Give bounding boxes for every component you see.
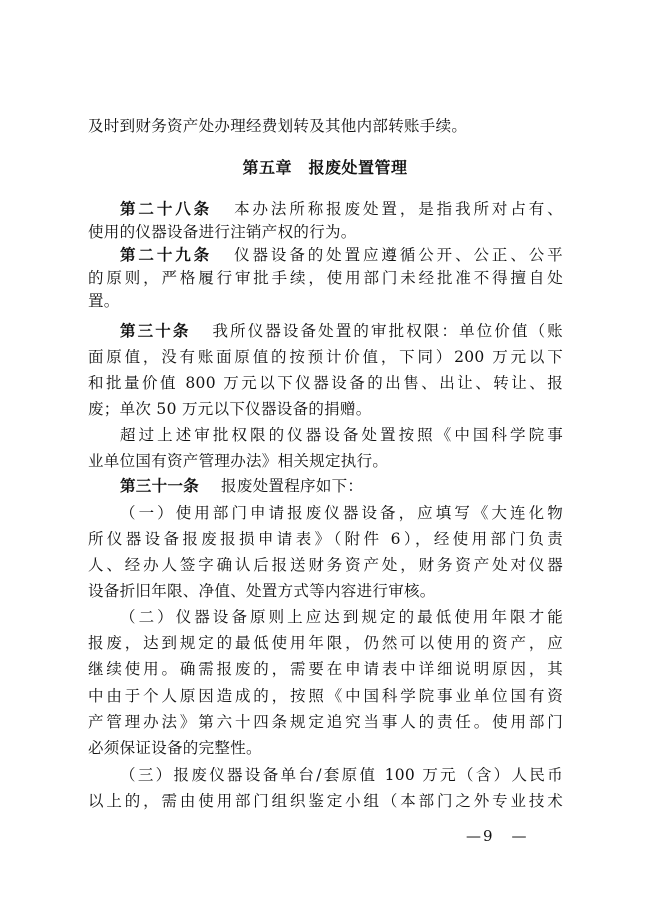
article-28-label: 第二十八条 bbox=[120, 200, 213, 218]
paragraph-line: 面原值，没有账面原值的按预计价值，下同）200 万元以下 bbox=[88, 348, 563, 366]
article-30-line bbox=[120, 321, 563, 341]
page-number: —9 — bbox=[466, 827, 529, 845]
paragraph-line: （三）报废仪器设备单台/套原值 100 万元（含）人民币 bbox=[120, 766, 563, 784]
paragraph-line: 使用的仪器设备进行注销产权的行为。 bbox=[88, 223, 357, 241]
article-30-text: 我所仪器设备处置的审批权限：单位价值（账 bbox=[212, 322, 563, 340]
paragraph-line: 的原则，严格履行审批手续，使用部门未经批准不得擅自处 bbox=[88, 269, 563, 287]
article-31-line bbox=[120, 476, 563, 496]
article-28-line bbox=[120, 199, 563, 219]
paragraph-line: 和批量价值 800 万元以下仪器设备的出售、出让、转让、报 bbox=[88, 374, 563, 392]
paragraph-line: （一）使用部门申请报废仪器设备，应填写《大连化物 bbox=[120, 504, 563, 522]
paragraph-line: 及时到财务资产处办理经费划转及其他内部转账手续。 bbox=[88, 117, 468, 135]
article-29-label: 第二十九条 bbox=[120, 246, 213, 264]
chapter-heading: 第五章 报废处置管理 bbox=[242, 158, 408, 177]
article-31-text: 报废处置程序如下： bbox=[221, 477, 364, 495]
paragraph-line: 产管理办法》第六十四条规定追究当事人的责任。使用部门 bbox=[88, 713, 563, 731]
paragraph-line: （二）仪器设备原则上应达到规定的最低使用年限才能 bbox=[120, 608, 563, 626]
article-30-label: 第三十条 bbox=[120, 322, 191, 340]
paragraph-line: 以上的，需由使用部门组织鉴定小组（本部门之外专业技术 bbox=[88, 792, 563, 810]
paragraph-line: 必须保证设备的完整性。 bbox=[88, 739, 262, 757]
paragraph-line: 继续使用。确需报废的，需要在申请表中详细说明原因，其 bbox=[88, 660, 563, 678]
paragraph-line: 报废，达到规定的最低使用年限，仍然可以使用的资产，应 bbox=[88, 634, 563, 652]
article-28-text: 本办法所称报废处置，是指我所对占有、 bbox=[234, 200, 563, 218]
paragraph-line: 超过上述审批权限的仪器设备处置按照《中国科学院事 bbox=[120, 426, 563, 444]
paragraph-line: 所仪器设备报废报损申请表》（附件 6），经使用部门负责 bbox=[88, 530, 563, 548]
article-29-text: 仪器设备的处置应遵循公开、公正、公平 bbox=[234, 246, 563, 264]
paragraph-line: 置。 bbox=[88, 292, 120, 310]
article-31-label: 第三十一条 bbox=[120, 477, 200, 495]
paragraph-line: 中由于个人原因造成的，按照《中国科学院事业单位国有资 bbox=[88, 687, 563, 705]
paragraph-line: 人、经办人签字确认后报送财务资产处，财务资产处对仪器 bbox=[88, 556, 563, 574]
paragraph-line: 设备折旧年限、净值、处置方式等内容进行审核。 bbox=[88, 582, 436, 600]
paragraph-line: 业单位国有资产管理办法》相关规定执行。 bbox=[88, 452, 389, 470]
paragraph-line: 废；单次 50 万元以下仪器设备的捐赠。 bbox=[88, 400, 372, 418]
article-29-line bbox=[120, 245, 563, 265]
